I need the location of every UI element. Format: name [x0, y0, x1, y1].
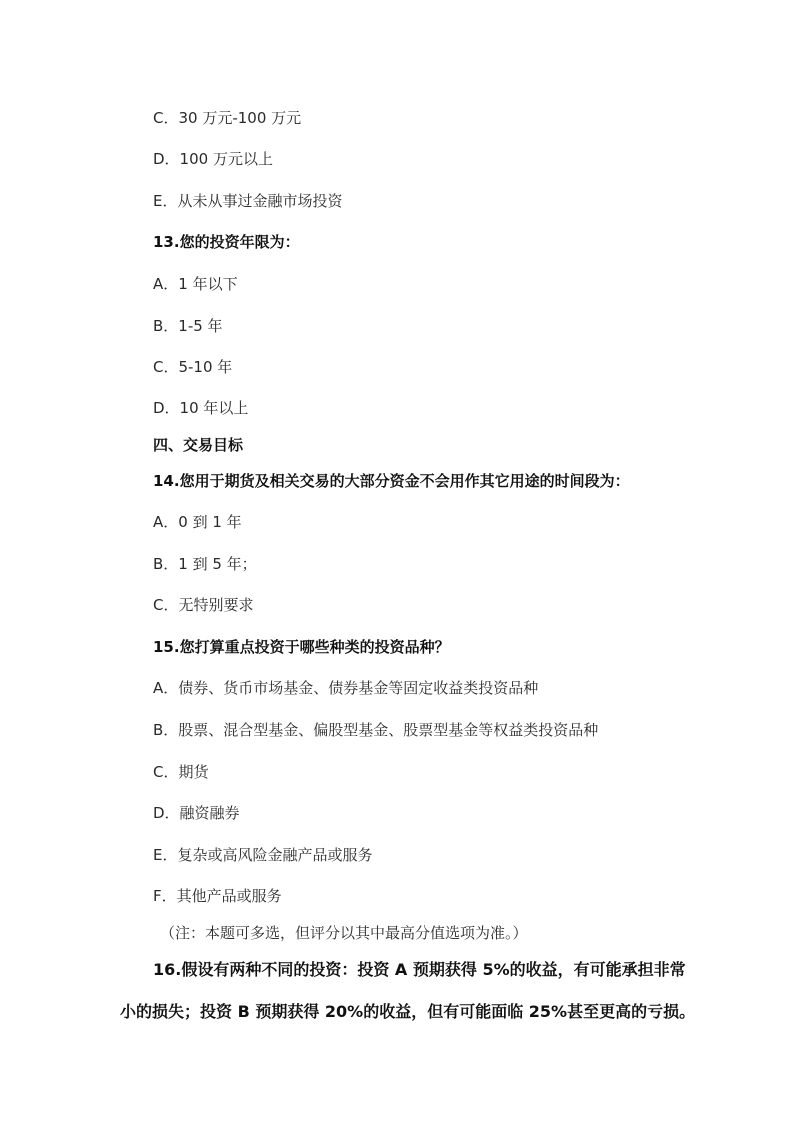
section-title: 四、交易目标 [153, 436, 244, 454]
q15-option-b: B．股票、混合型基金、偏股型基金、股票型基金等权益类投资品种 [153, 721, 599, 739]
q14-option-a: A．0 到 1 年 [153, 513, 242, 531]
q15-option-d: D．融资融券 [153, 804, 240, 822]
q12-option-d: D．100 万元以上 [153, 150, 273, 168]
q14-option-b: B．1 到 5 年； [153, 555, 257, 573]
q15-option-a: A．债券、货币市场基金、债券基金等固定收益类投资品种 [153, 679, 539, 697]
q15-title: 15.您打算重点投资于哪些种类的投资品种？ [153, 638, 450, 656]
q14-option-c: C．无特别要求 [153, 596, 254, 614]
q12-option-e: E．从未从事过金融市场投资 [153, 192, 343, 210]
q15-option-f: F．其他产品或服务 [153, 887, 282, 905]
q13-option-c: C．5-10 年 [153, 358, 233, 376]
q14-title: 14.您用于期货及相关交易的大部分资金不会用作其它用途的时间段为： [153, 472, 630, 490]
q13-title: 13.您的投资年限为： [153, 233, 300, 251]
q15-option-e: E．复杂或高风险金融产品或服务 [153, 846, 373, 864]
q13-option-b: B．1-5 年 [153, 317, 223, 335]
q16-text-line-1: 16.假设有两种不同的投资：投资 A 预期获得 5%的收益，有可能承担非常 [153, 960, 686, 979]
q13-option-d: D．10 年以上 [153, 399, 249, 417]
q13-option-a: A．1 年以下 [153, 275, 238, 293]
q12-option-c: C．30 万元-100 万元 [153, 109, 302, 127]
q15-option-c: C．期货 [153, 763, 209, 781]
q15-note: （注：本题可多选，但评分以其中最高分值选项为准。） [160, 924, 528, 942]
q16-text-line-2: 小的损失；投资 B 预期获得 20%的收益，但有可能面临 25%甚至更高的亏损。 [120, 1002, 696, 1021]
